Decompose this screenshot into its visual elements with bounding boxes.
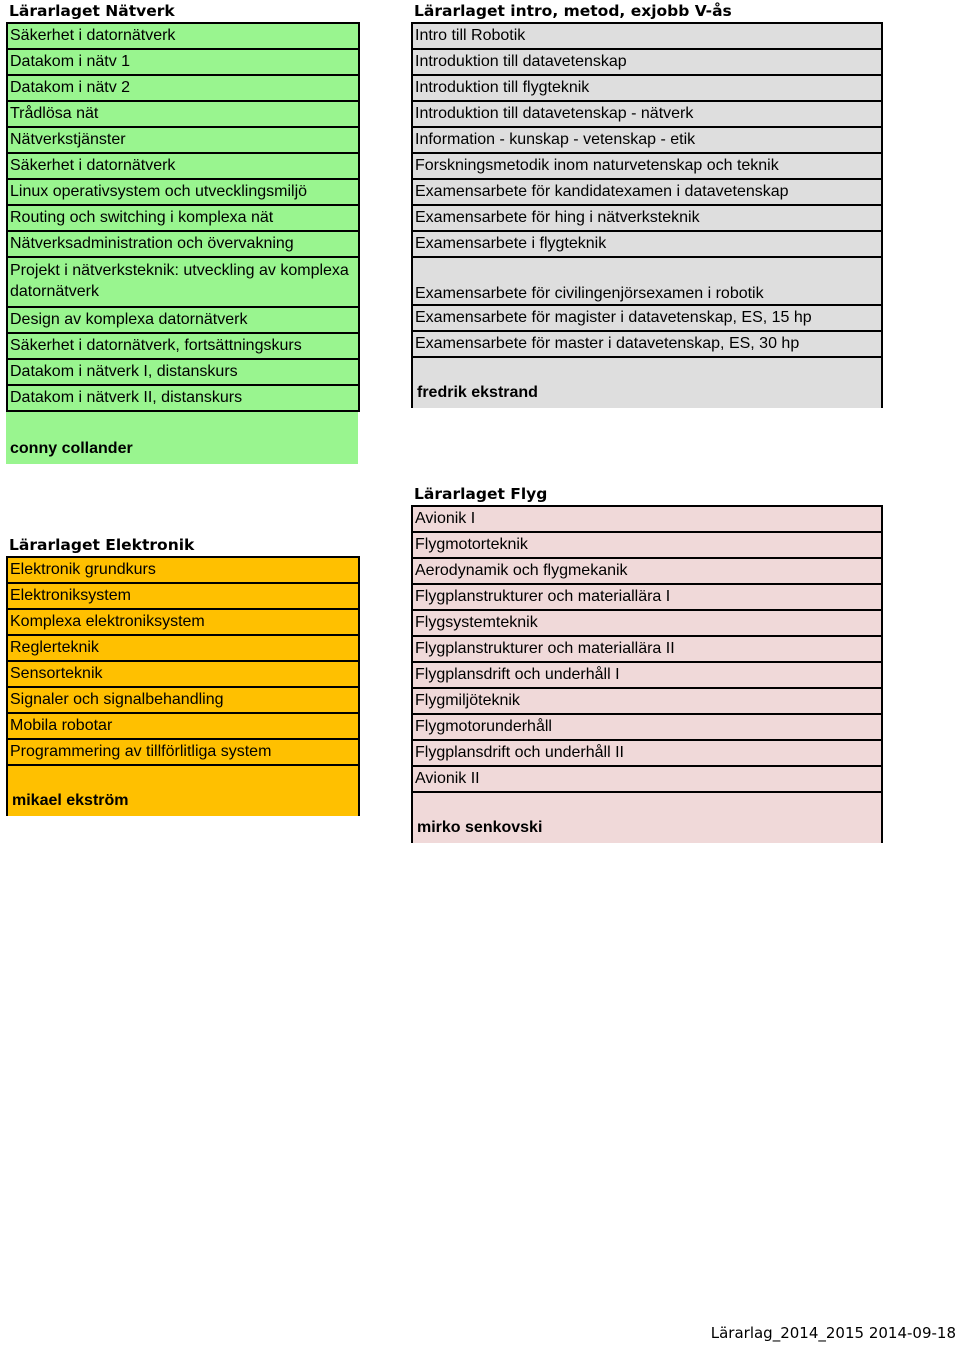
course-row: Nätverksadministration och övervakning <box>8 230 358 256</box>
course-row: Aerodynamik och flygmekanik <box>413 557 881 583</box>
course-row: Datakom i nätverk II, distanskurs <box>8 384 358 412</box>
course-row: Datakom i nätv 2 <box>8 74 358 100</box>
team-flyg-owner: mirko senkovski <box>411 793 883 843</box>
course-row: Introduktion till datavetenskap <box>413 48 881 74</box>
course-row: Examensarbete för hing i nätverksteknik <box>413 204 881 230</box>
course-row: Examensarbete för master i datavetenskap, ES, 30 hp <box>413 330 881 358</box>
course-row: Säkerhet i datornätverk, fortsättningskurs <box>8 332 358 358</box>
course-row: Säkerhet i datornätverk <box>8 22 358 48</box>
course-row: Nätverkstjänster <box>8 126 358 152</box>
course-row: Flygplanstrukturer och materiallära I <box>413 583 881 609</box>
course-row: Introduktion till datavetenskap - nätverk <box>413 100 881 126</box>
course-row: Intro till Robotik <box>413 22 881 48</box>
course-row: Routing och switching i komplexa nät <box>8 204 358 230</box>
course-row: Trådlösa nät <box>8 100 358 126</box>
course-row: Examensarbete för magister i datavetenskap, ES, 15 hp <box>413 304 881 330</box>
team-intro <box>411 0 883 408</box>
course-row: Säkerhet i datornätverk <box>8 152 358 178</box>
course-row: Flygsystemteknik <box>413 609 881 635</box>
team-intro-owner: fredrik ekstrand <box>411 358 883 408</box>
team-natverk-owner: conny collander <box>6 412 358 464</box>
team-elektronik <box>6 534 360 816</box>
team-flyg <box>411 483 883 843</box>
course-row: Flygmotorunderhåll <box>413 713 881 739</box>
course-row: Signaler och signalbehandling <box>8 686 358 712</box>
team-elektronik-courses <box>6 556 360 766</box>
page-footer: Lärarlag_2014_2015 2014-09-18 <box>710 1324 956 1342</box>
course-row: Programmering av tillförlitliga system <box>8 738 358 766</box>
course-row: Datakom i nätv 1 <box>8 48 358 74</box>
course-row: Introduktion till flygteknik <box>413 74 881 100</box>
team-natverk-title: Lärarlaget Nätverk <box>9 2 175 20</box>
course-row: Flygmiljöteknik <box>413 687 881 713</box>
course-row: Linux operativsystem och utvecklingsmiljö <box>8 178 358 204</box>
team-elektronik-title: Lärarlaget Elektronik <box>9 536 195 554</box>
course-row: Flygplanstrukturer och materiallära II <box>413 635 881 661</box>
course-row: Projekt i nätverksteknik: utveckling av komplexa datornätverk <box>8 256 358 306</box>
course-row: Reglerteknik <box>8 634 358 660</box>
team-flyg-title: Lärarlaget Flyg <box>414 485 548 503</box>
course-row: Flygmotorteknik <box>413 531 881 557</box>
team-natverk-courses <box>6 22 360 412</box>
course-row: Datakom i nätverk I, distanskurs <box>8 358 358 384</box>
course-row: Elektronik grundkurs <box>8 556 358 582</box>
team-flyg-courses <box>411 505 883 793</box>
team-intro-title: Lärarlaget intro, metod, exjobb V-ås <box>414 2 732 20</box>
course-row: Sensorteknik <box>8 660 358 686</box>
course-row: Komplexa elektroniksystem <box>8 608 358 634</box>
team-elektronik-owner: mikael ekström <box>6 766 360 816</box>
course-row: Examensarbete i flygteknik <box>413 230 881 256</box>
team-intro-courses <box>411 22 883 358</box>
course-row: Elektroniksystem <box>8 582 358 608</box>
course-row: Flygplansdrift och underhåll II <box>413 739 881 765</box>
course-row: Mobila robotar <box>8 712 358 738</box>
course-row: Examensarbete för kandidatexamen i datavetenskap <box>413 178 881 204</box>
course-row: Examensarbete för civilingenjörsexamen i robotik <box>413 256 881 304</box>
course-row: Flygplansdrift och underhåll I <box>413 661 881 687</box>
team-natverk <box>6 0 360 464</box>
course-row: Avionik I <box>413 505 881 531</box>
course-row: Design av komplexa datornätverk <box>8 306 358 332</box>
course-row: Forskningsmetodik inom naturvetenskap och teknik <box>413 152 881 178</box>
course-row: Information - kunskap - vetenskap - etik <box>413 126 881 152</box>
course-row: Avionik II <box>413 765 881 793</box>
